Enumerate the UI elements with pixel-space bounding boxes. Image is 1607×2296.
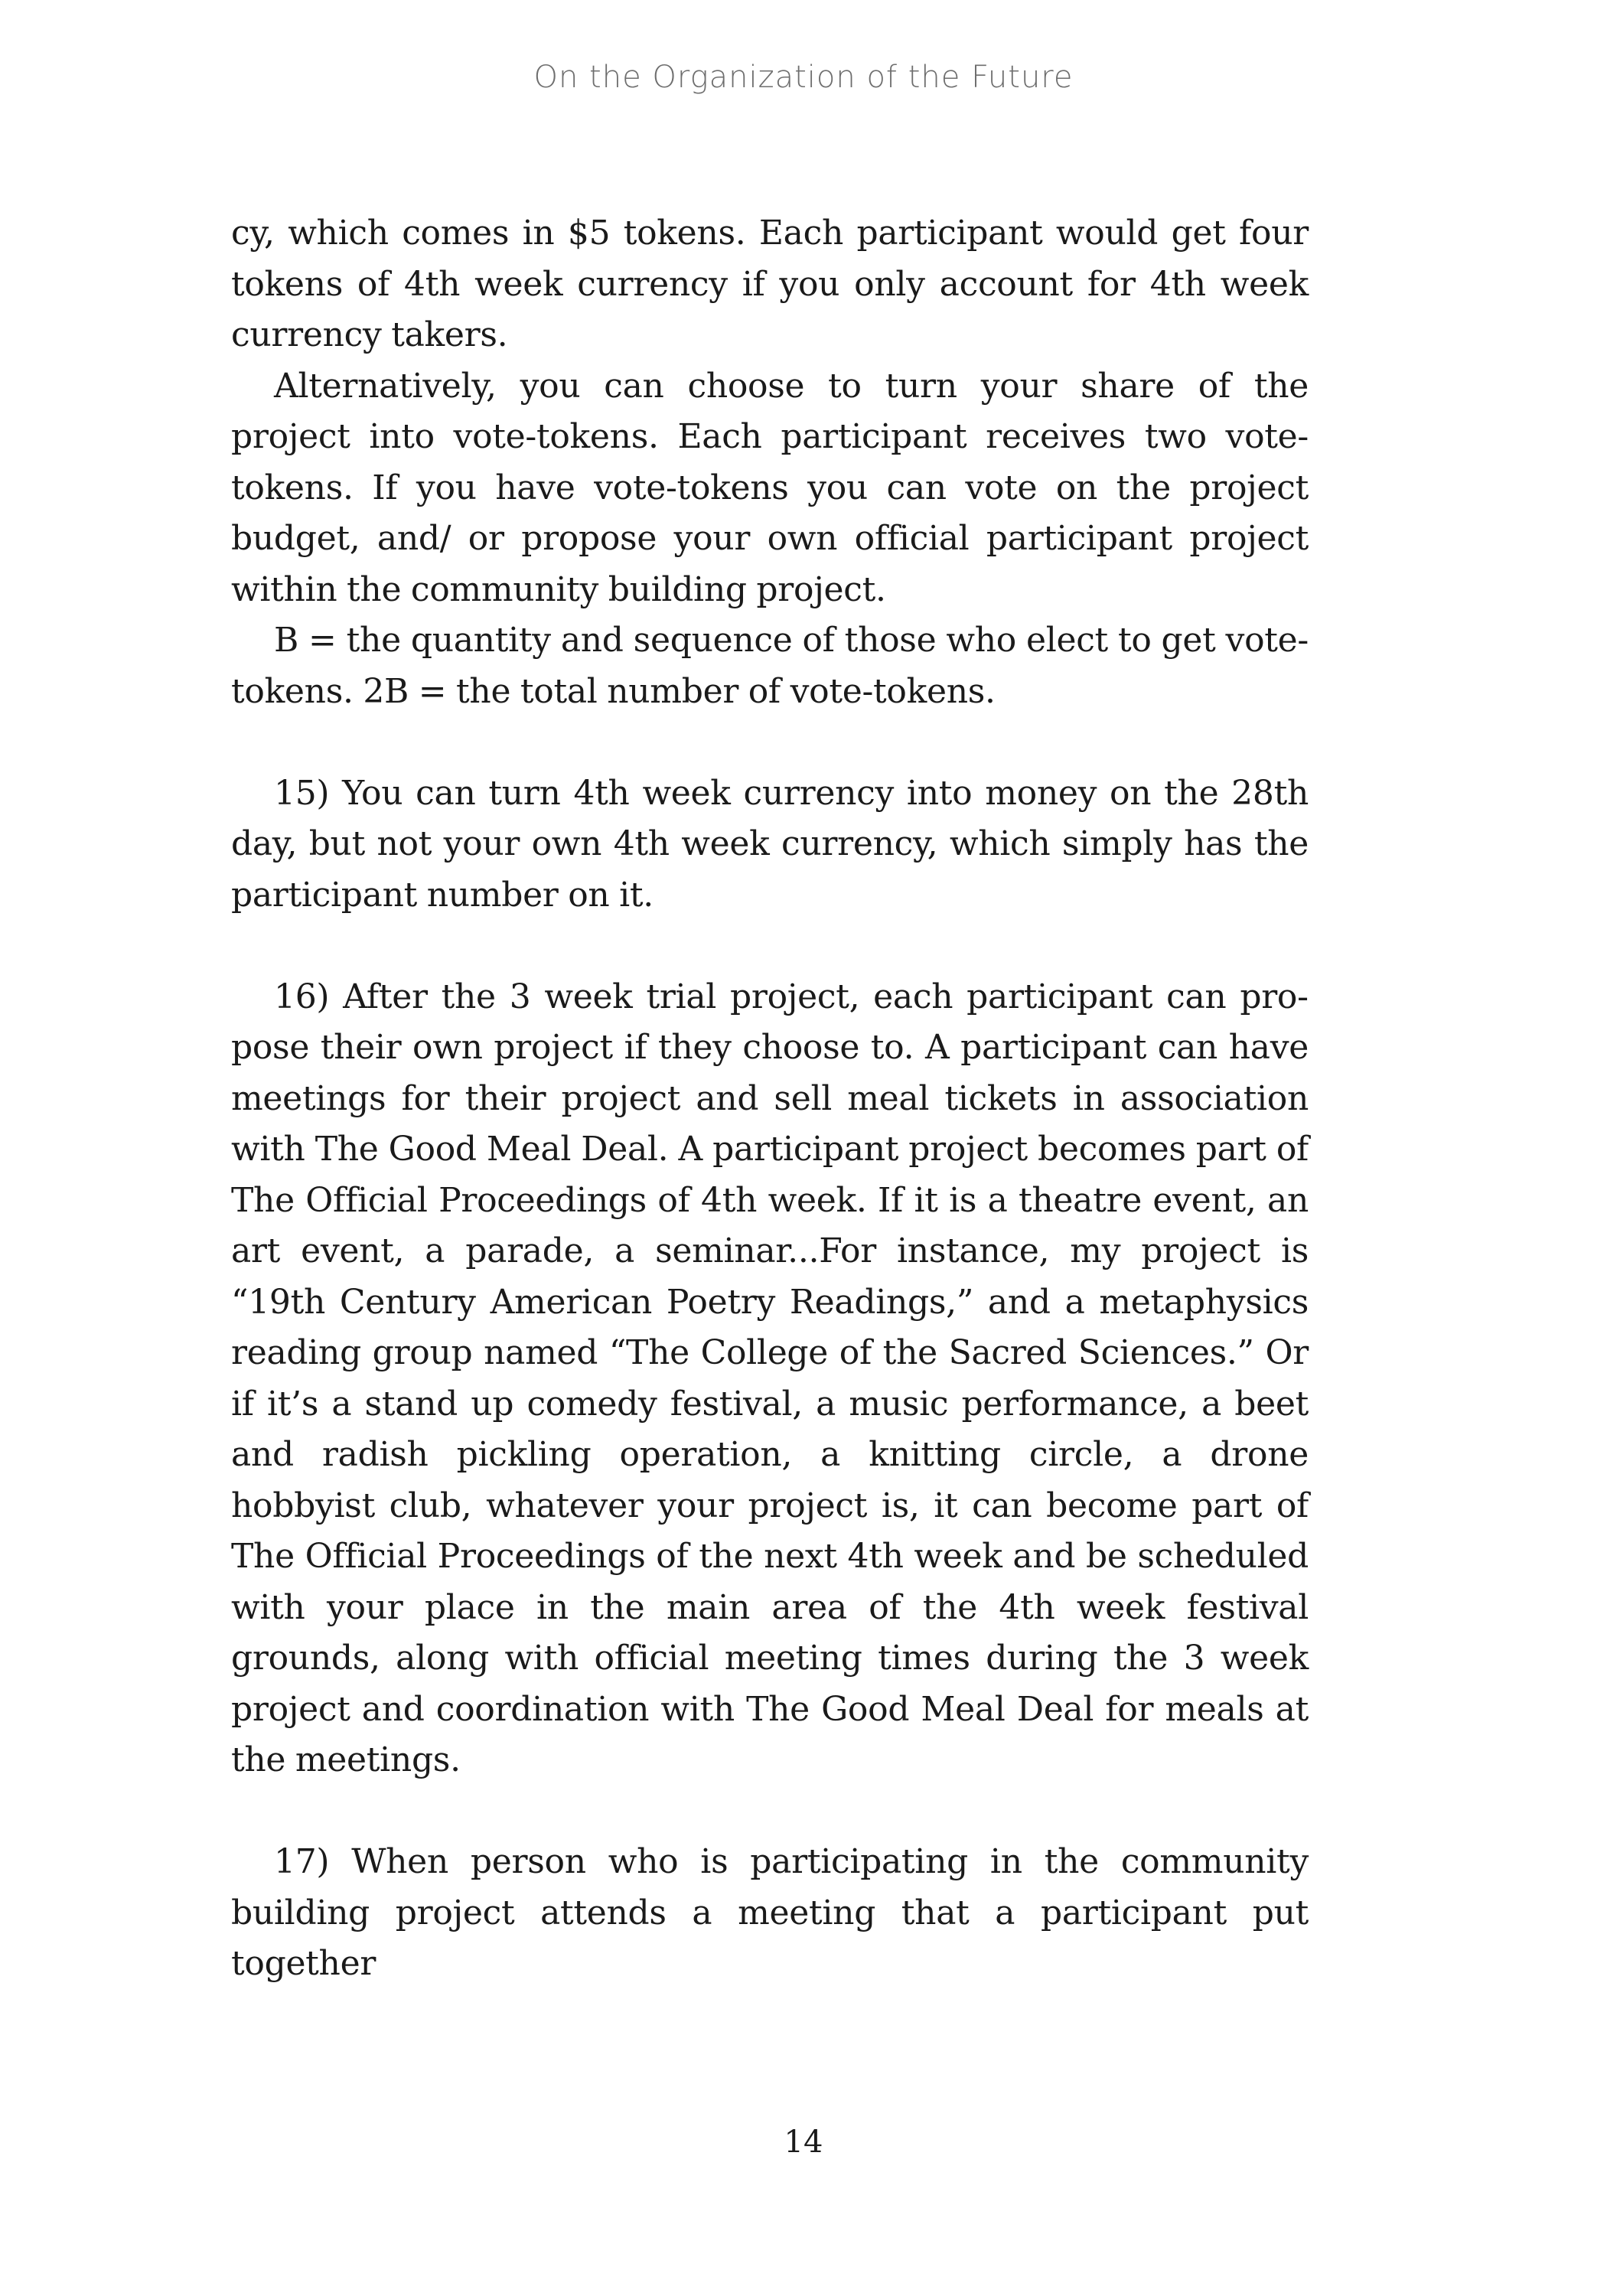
- body-text: [231, 208, 1309, 1990]
- paragraph-vote-tokens: Alternatively, you can choose to turn your share of the project into vote-tokens. Each participant receives two vote-tokens. If you have vote-tokens you can vote on the project budget, and/ or propose your own official participant project within the community building project.: [231, 366, 1309, 609]
- paragraph-b-definition: B = the quantity and sequence of those who elect to get vote-tokens. 2B = the total number of vote-tokens.: [231, 621, 1309, 711]
- paragraph-item-16: 16) After the 3 week trial project, each participant can propose their own project if they choose to. A participant can have meetings for their project and sell meal tickets in association with The Good Meal Deal. A participant project becomes part of The Official Proceedings of 4th week. If it is a theatre event, an art event, a parade, a seminar...For instance, my project is “19th Century American Poetry Readings,” and a metaphysics reading group named “The College of the Sacred Sciences.” Or if it’s a stand up comedy festival, a music performance, a beet and radish pickling operation, a knitting circle, a drone hobbyist club, whatever your project is, it can become part of The Official Proceedings of the next 4th week and be scheduled with your place in the main area of the 4th week festival grounds, along with official meeting times during the 3 week project and coordination with The Good Meal Deal for meals at the meetings.: [231, 977, 1309, 1779]
- paragraph-item-15: 15) You can turn 4th week currency into money on the 28th day, but not your own 4th week currency, which simply has the participant number on it.: [231, 773, 1309, 915]
- page-number: 14: [784, 2125, 823, 2160]
- paragraph-continued: cy, which comes in $5 tokens. Each participant would get four tokens of 4th week currency if you only account for 4th week currency takers.: [231, 214, 1309, 354]
- running-head-title: On the Organization of the Future: [533, 60, 1074, 95]
- paragraph-item-17: 17) When person who is participating in the community building project attends a meeting that a participant put together: [231, 1842, 1309, 1983]
